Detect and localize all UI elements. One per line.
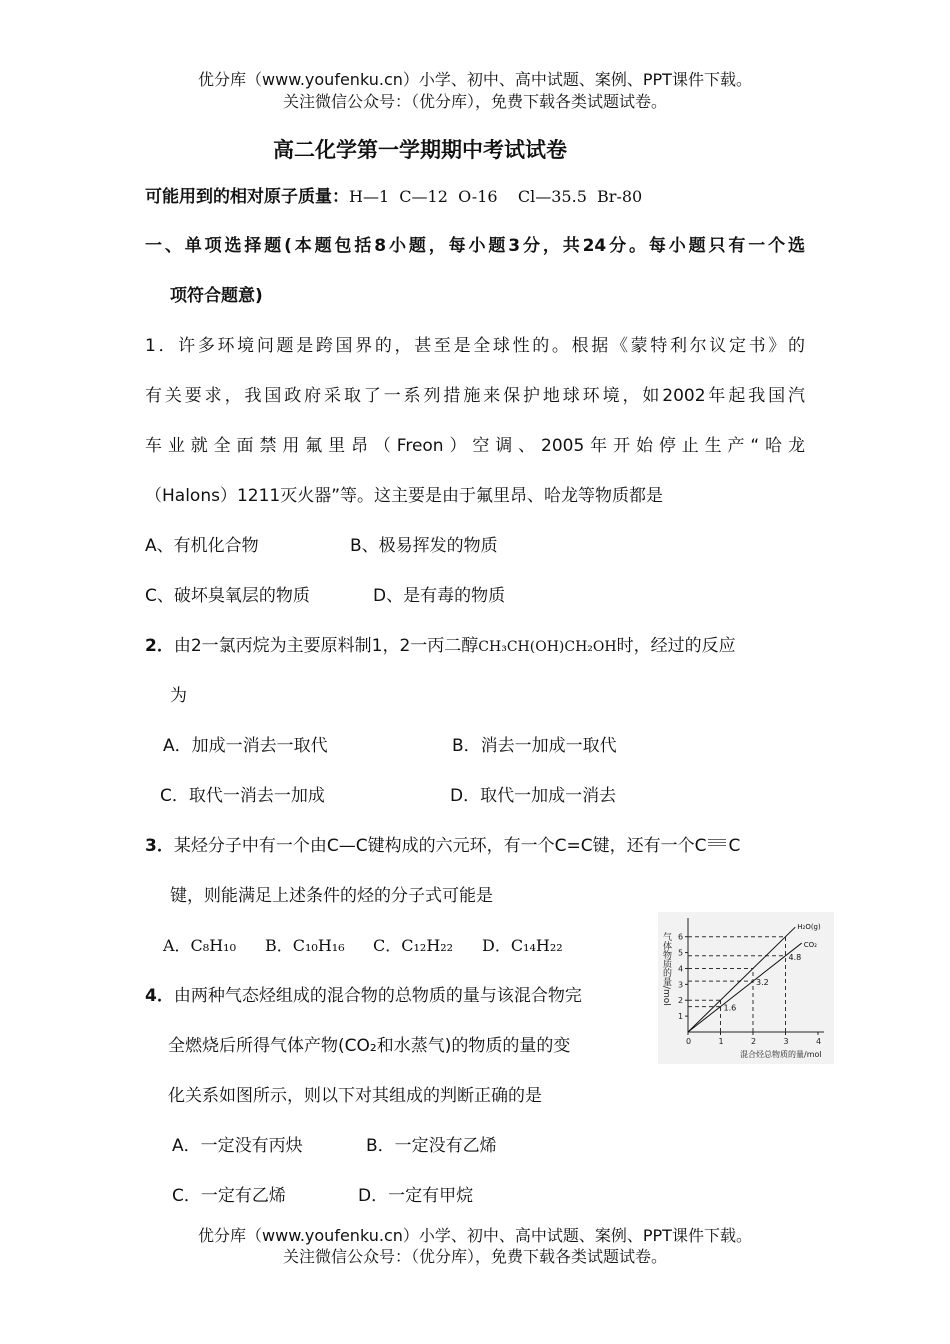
- q4-text-1: 由两种气态烃组成的混合物的总物质的量与该混合物完: [173, 986, 582, 1006]
- q1-line-3: 车业就全面禁用氟里昂（Freon）空调、2005年开始停止生产“哈龙: [145, 436, 805, 456]
- q1-option-a: A、有机化合物: [145, 536, 259, 556]
- q2-line-2: 为: [170, 686, 187, 706]
- chart-y-tick-label: 5: [678, 948, 684, 958]
- chart-ylabel: 气体物质的量/mol: [661, 932, 671, 1006]
- q3-option-d: D．C₁₄H₂₂: [482, 936, 563, 955]
- footer-line-2: 关注微信公众号：（优分库），免费下载各类试题试卷。: [282, 1247, 667, 1266]
- q4-line-1: [145, 984, 582, 1008]
- chart-point-label: 4.8: [788, 952, 802, 962]
- atomic-masses-values: H—1 C—12 O-16 Cl—35.5 Br-80: [349, 187, 643, 206]
- atomic-masses: [145, 185, 642, 209]
- q2-formula: CH₃CH(OH)CH₂OH: [478, 639, 617, 655]
- chart-x-tick-label: 0: [686, 1037, 692, 1046]
- q3-number: 3．: [145, 836, 174, 856]
- q1-option-d: D、是有毒的物质: [373, 586, 506, 606]
- q1-line-1: 1．许多环境问题是跨国界的，甚至是全球性的。根据《蒙特利尔议定书》的: [145, 336, 805, 356]
- chart-x-tick-label: 3: [783, 1037, 789, 1046]
- q3-option-c: C．C₁₂H₂₂: [373, 936, 454, 955]
- q2-line-1: [145, 634, 736, 659]
- q3-line-2: 键，则能满足上述条件的烃的分子式可能是: [170, 886, 493, 906]
- q2-option-b: B．消去一加成一取代: [452, 736, 617, 756]
- q2-option-a: A．加成一消去一取代: [163, 736, 328, 756]
- chart-x-tick-label: 4: [816, 1037, 822, 1046]
- q2-option-c: C．取代一消去一加成: [160, 786, 325, 806]
- chart-y-tick-label: 2: [678, 996, 684, 1006]
- q4-option-d: D．一定有甲烷: [358, 1186, 474, 1206]
- q1-line-2: 有关要求，我国政府采取了一系列措施来保护地球环境，如2002年起我国汽: [145, 386, 805, 406]
- chart-x-tick-label: 2: [751, 1037, 757, 1046]
- chart-series-label: H₂O(g): [797, 923, 821, 932]
- q4-option-c: C．一定有乙烯: [172, 1186, 286, 1206]
- triple-bond-icon: [706, 839, 728, 853]
- q3-line-1: [145, 834, 740, 858]
- chart-point-label: 1.6: [723, 1003, 737, 1013]
- q2-option-d: D．取代一加成一消去: [450, 786, 617, 806]
- chart-y-tick-label: 1: [678, 1012, 684, 1022]
- chart-x-tick-label: 1: [718, 1037, 724, 1046]
- q1-option-c: C、破坏臭氧层的物质: [145, 586, 310, 606]
- atomic-masses-label: 可能用到的相对原子质量：: [145, 187, 349, 207]
- q4-number: 4．: [145, 986, 174, 1006]
- chart-xlabel: 混合烃总物质的量/mol: [740, 1050, 822, 1059]
- q2-number: 2．: [145, 636, 174, 656]
- q2-text-b: 时，经过的反应: [616, 636, 736, 656]
- q4-line-3: 化关系如图所示，则以下对其组成的判断正确的是: [168, 1086, 542, 1106]
- q4-line-2: 全燃烧后所得气体产物(CO₂和水蒸气)的物质的量的变: [168, 1036, 571, 1056]
- q2-text-a: 由2一氯丙烷为主要原料制1，2一丙二醇: [173, 636, 479, 656]
- q4-option-b: B．一定没有乙烯: [366, 1136, 497, 1156]
- q4-option-a: A．一定没有丙炔: [172, 1136, 303, 1156]
- q3-option-b: B．C₁₀H₁₆: [265, 936, 345, 955]
- section1-heading-cont: 项符合题意): [170, 286, 263, 306]
- page-title: 高二化学第一学期期中考试试卷: [273, 138, 567, 162]
- chart-background: [658, 912, 834, 1064]
- section1-heading: 一、单项选择题(本题包括8小题，每小题3分，共24分。每小题只有一个选: [145, 236, 805, 256]
- footer-line-1: 优分库（www.youfenku.cn）小学、初中、高中试题、案例、PPT课件下载。: [198, 1226, 752, 1245]
- q3-text-b: C: [728, 836, 741, 856]
- q3-option-a: A．C₈H₁₀: [163, 936, 236, 955]
- header-line-1: 优分库（www.youfenku.cn）小学、初中、高中试题、案例、PPT课件下载。: [198, 70, 752, 89]
- q3-text-a: 某烃分子中有一个由C—C键构成的六元环，有一个C=C键，还有一个C: [173, 836, 707, 856]
- chart-series-label: CO₂: [803, 941, 817, 950]
- q1-line-4: （Halons）1211灭火器”等。这主要是由于氟里昂、哈龙等物质都是: [145, 486, 664, 506]
- q1-option-b: B、极易挥发的物质: [350, 536, 498, 556]
- header-line-2: 关注微信公众号：（优分库），免费下载各类试题试卷。: [282, 92, 667, 111]
- chart-point-label: 3.2: [756, 978, 769, 988]
- chart-y-tick-label: 3: [678, 980, 684, 990]
- chart-y-tick-label: 6: [678, 932, 684, 942]
- q4-chart: [658, 912, 834, 1064]
- chart-y-tick-label: 4: [678, 964, 684, 974]
